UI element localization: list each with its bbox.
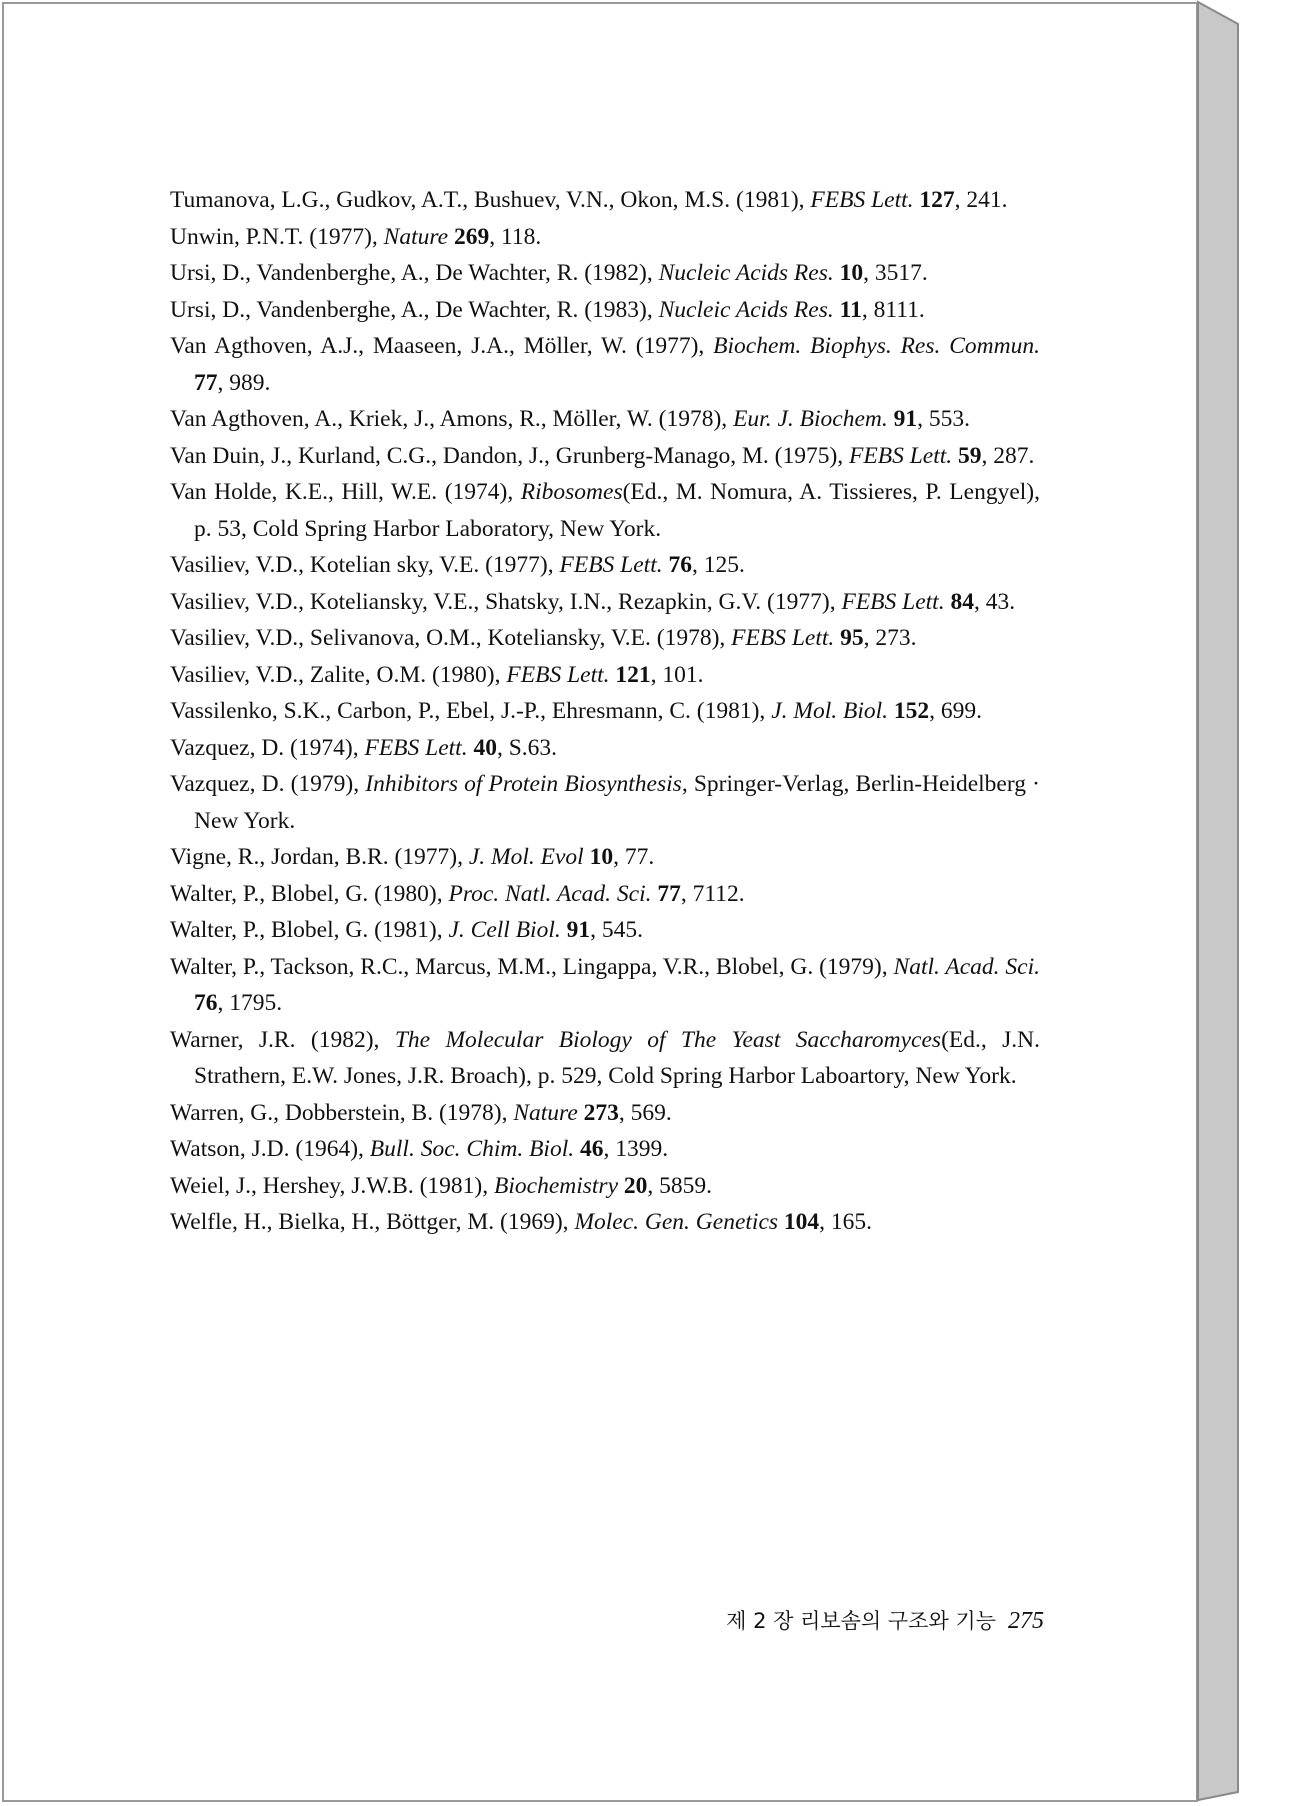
reference-volume: 273: [583, 1099, 619, 1126]
reference-citation: , 3517.: [863, 260, 928, 286]
reference-journal: Biochem. Biophys. Res. Commun.: [713, 333, 1040, 359]
reference-citation: , 241.: [954, 187, 1008, 213]
reference-authors: Vasiliev, V.D., Kotelian sky, V.E. (1977),: [170, 552, 560, 578]
reference-journal: Nucleic Acids Res.: [658, 296, 834, 323]
reference-volume: 84: [950, 588, 974, 615]
reference-citation: , 1399.: [603, 1136, 669, 1162]
reference-journal: Natl. Acad. Sci.: [893, 953, 1040, 980]
reference-journal: The Molecular Biology of The Yeast Saccharomyces: [394, 1026, 942, 1053]
reference-citation: , 43.: [973, 588, 1016, 615]
reference-entry: [170, 1095, 1040, 1132]
reference-authors: Van Duin, J., Kurland, C.G., Dandon, J., Grunberg-Manago, M. (1975),: [170, 442, 850, 469]
reference-citation: , 989.: [217, 369, 271, 396]
reference-citation: , 77.: [613, 844, 655, 870]
reference-entry: [170, 730, 1040, 767]
reference-authors: Ursi, D., Vandenberghe, A., De Wachter, R. (1983),: [170, 296, 659, 323]
reference-entry: [170, 1022, 1040, 1095]
reference-citation: , 5859.: [647, 1172, 713, 1199]
reference-authors: Vigne, R., Jordan, B.R. (1977),: [170, 844, 469, 870]
reference-entry: [170, 438, 1040, 475]
reference-journal: FEBS Lett.: [841, 588, 945, 615]
reference-entry: [170, 620, 1040, 657]
reference-journal: Inhibitors of Protein Biosynthesis: [365, 771, 682, 797]
reference-authors: Ursi, D., Vandenberghe, A., De Wachter, R. (1982),: [170, 260, 659, 286]
reference-citation: , 545.: [590, 917, 643, 943]
reference-journal: FEBS Lett.: [364, 734, 468, 761]
reference-list: [170, 182, 1040, 1241]
reference-journal: Biochemistry: [494, 1172, 619, 1199]
reference-journal: Nucleic Acids Res.: [658, 260, 834, 286]
reference-citation: , 8111.: [861, 296, 925, 323]
reference-citation: , 125.: [691, 552, 745, 578]
book-spine: [1198, 2, 1246, 1802]
reference-journal: Molec. Gen. Genetics: [574, 1209, 779, 1235]
reference-entry: [170, 292, 1040, 329]
reference-entry: [170, 912, 1040, 949]
reference-authors: Vasiliev, V.D., Koteliansky, V.E., Shatsky, I.N., Rezapkin, G.V. (1977),: [170, 588, 842, 615]
reference-entry: [170, 474, 1040, 547]
reference-volume: 40: [473, 734, 497, 761]
reference-authors: Walter, P., Tackson, R.C., Marcus, M.M., Lingappa, V.R., Blobel, G. (1979),: [170, 953, 894, 980]
reference-journal: FEBS Lett.: [506, 661, 610, 688]
reference-authors: Walter, P., Blobel, G. (1980),: [170, 880, 449, 907]
reference-entry: [170, 584, 1040, 621]
reference-volume: 127: [919, 187, 955, 213]
reference-volume: 91: [893, 406, 918, 432]
reference-entry: [170, 839, 1040, 876]
reference-authors: Unwin, P.N.T. (1977),: [170, 223, 384, 250]
reference-entry: [170, 547, 1040, 584]
reference-authors: Van Agthoven, A.J., Maaseen, J.A., Möller, W. (1977),: [170, 333, 714, 359]
reference-authors: Vasiliev, V.D., Selivanova, O.M., Koteliansky, V.E. (1978),: [170, 625, 732, 651]
reference-entry: [170, 1204, 1040, 1241]
reference-journal: Nature: [383, 223, 449, 250]
reference-citation: , 699.: [929, 698, 983, 724]
reference-authors: Walter, P., Blobel, G. (1981),: [170, 917, 449, 943]
reference-volume: 269: [453, 223, 490, 250]
reference-volume: 10: [589, 844, 614, 870]
reference-entry: [170, 1131, 1040, 1168]
reference-authors: Watson, J.D. (1964),: [170, 1136, 370, 1162]
reference-authors: Warren, G., Dobberstein, B. (1978),: [170, 1099, 514, 1126]
reference-entry: [170, 949, 1040, 1022]
reference-journal: Ribosomes: [520, 479, 623, 505]
reference-volume: 10: [839, 260, 864, 286]
reference-entry: [170, 876, 1040, 913]
reference-journal: J. Mol. Biol.: [771, 698, 889, 724]
reference-entry: [170, 328, 1040, 401]
reference-authors: Tumanova, L.G., Gudkov, A.T., Bushuev, V.N., Okon, M.S. (1981),: [170, 187, 811, 213]
reference-citation: , 118.: [489, 223, 542, 250]
reference-entry: [170, 1168, 1040, 1205]
reference-volume: 152: [893, 698, 930, 724]
reference-entry: [170, 182, 1040, 219]
reference-journal: FEBS Lett.: [731, 625, 835, 651]
reference-volume: 59: [958, 442, 982, 469]
reference-citation: (Ed., J.N. Strathern, E.W. Jones, J.R. Broach), p. 529, Cold Spring Harbor Laboartory, New York.: [194, 1026, 1041, 1089]
reference-authors: Vazquez, D. (1979),: [170, 771, 366, 797]
reference-citation: , 273.: [863, 625, 917, 651]
reference-journal: Proc. Natl. Acad. Sci.: [448, 880, 652, 907]
reference-citation: , 165.: [819, 1209, 873, 1235]
reference-journal: Bull. Soc. Chim. Biol.: [369, 1136, 575, 1162]
reference-journal: FEBS Lett.: [559, 552, 663, 578]
reference-volume: 46: [579, 1136, 604, 1162]
reference-citation: , 569.: [618, 1099, 672, 1126]
reference-citation: , 101.: [650, 661, 704, 688]
reference-authors: Warner, J.R. (1982),: [170, 1026, 395, 1053]
reference-citation: , 287.: [981, 442, 1035, 469]
reference-volume: 77: [657, 880, 681, 907]
reference-citation: , S.63.: [496, 734, 558, 761]
reference-authors: Welfle, H., Bielka, H., Böttger, M. (1969),: [170, 1209, 575, 1235]
reference-entry: [170, 219, 1040, 256]
reference-volume: 91: [566, 917, 591, 943]
reference-volume: 104: [783, 1209, 820, 1235]
reference-citation: , 553.: [917, 406, 970, 432]
reference-entry: [170, 766, 1040, 839]
reference-citation: , 7112.: [680, 880, 745, 907]
reference-citation: , Springer-Verlag, Berlin-Heidelberg · New York.: [194, 771, 1040, 834]
reference-citation: , 1795.: [217, 990, 283, 1016]
reference-volume: 77: [194, 369, 218, 396]
reference-authors: Van Agthoven, A., Kriek, J., Amons, R., Möller, W. (1978),: [170, 406, 734, 432]
reference-entry: [170, 401, 1040, 438]
reference-authors: Vasiliev, V.D., Zalite, O.M. (1980),: [170, 661, 507, 688]
reference-entry: [170, 255, 1040, 292]
reference-journal: FEBS Lett.: [849, 442, 953, 469]
reference-authors: Van Holde, K.E., Hill, W.E. (1974),: [170, 479, 521, 505]
reference-authors: Vassilenko, S.K., Carbon, P., Ebel, J.-P., Ehresmann, C. (1981),: [170, 698, 772, 724]
reference-journal: J. Mol. Evol: [468, 844, 584, 870]
reference-volume: 95: [840, 625, 864, 651]
reference-journal: Eur. J. Biochem.: [733, 406, 888, 432]
reference-volume: 76: [668, 552, 692, 578]
reference-authors: Weiel, J., Hershey, J.W.B. (1981),: [170, 1172, 495, 1199]
reference-entry: [170, 657, 1040, 694]
reference-volume: 20: [623, 1172, 648, 1199]
reference-journal: J. Cell Biol.: [448, 917, 561, 943]
reference-journal: Nature: [513, 1099, 578, 1126]
reference-authors: Vazquez, D. (1974),: [170, 734, 365, 761]
page: [2, 2, 1198, 1802]
chapter-label: 제 2 장 리보솜의 구조와 기능: [726, 1609, 996, 1633]
reference-journal: FEBS Lett.: [810, 187, 914, 213]
page-number: 275: [1008, 1608, 1044, 1634]
reference-entry: [170, 693, 1040, 730]
reference-volume: 76: [194, 990, 218, 1016]
page-footer: [624, 1605, 1044, 1635]
reference-volume: 121: [615, 661, 651, 688]
reference-citation: (Ed., M. Nomura, A. Tissieres, P. Lengyel), p. 53, Cold Spring Harbor Laboratory, New York.: [194, 479, 1040, 542]
reference-volume: 11: [839, 296, 862, 323]
